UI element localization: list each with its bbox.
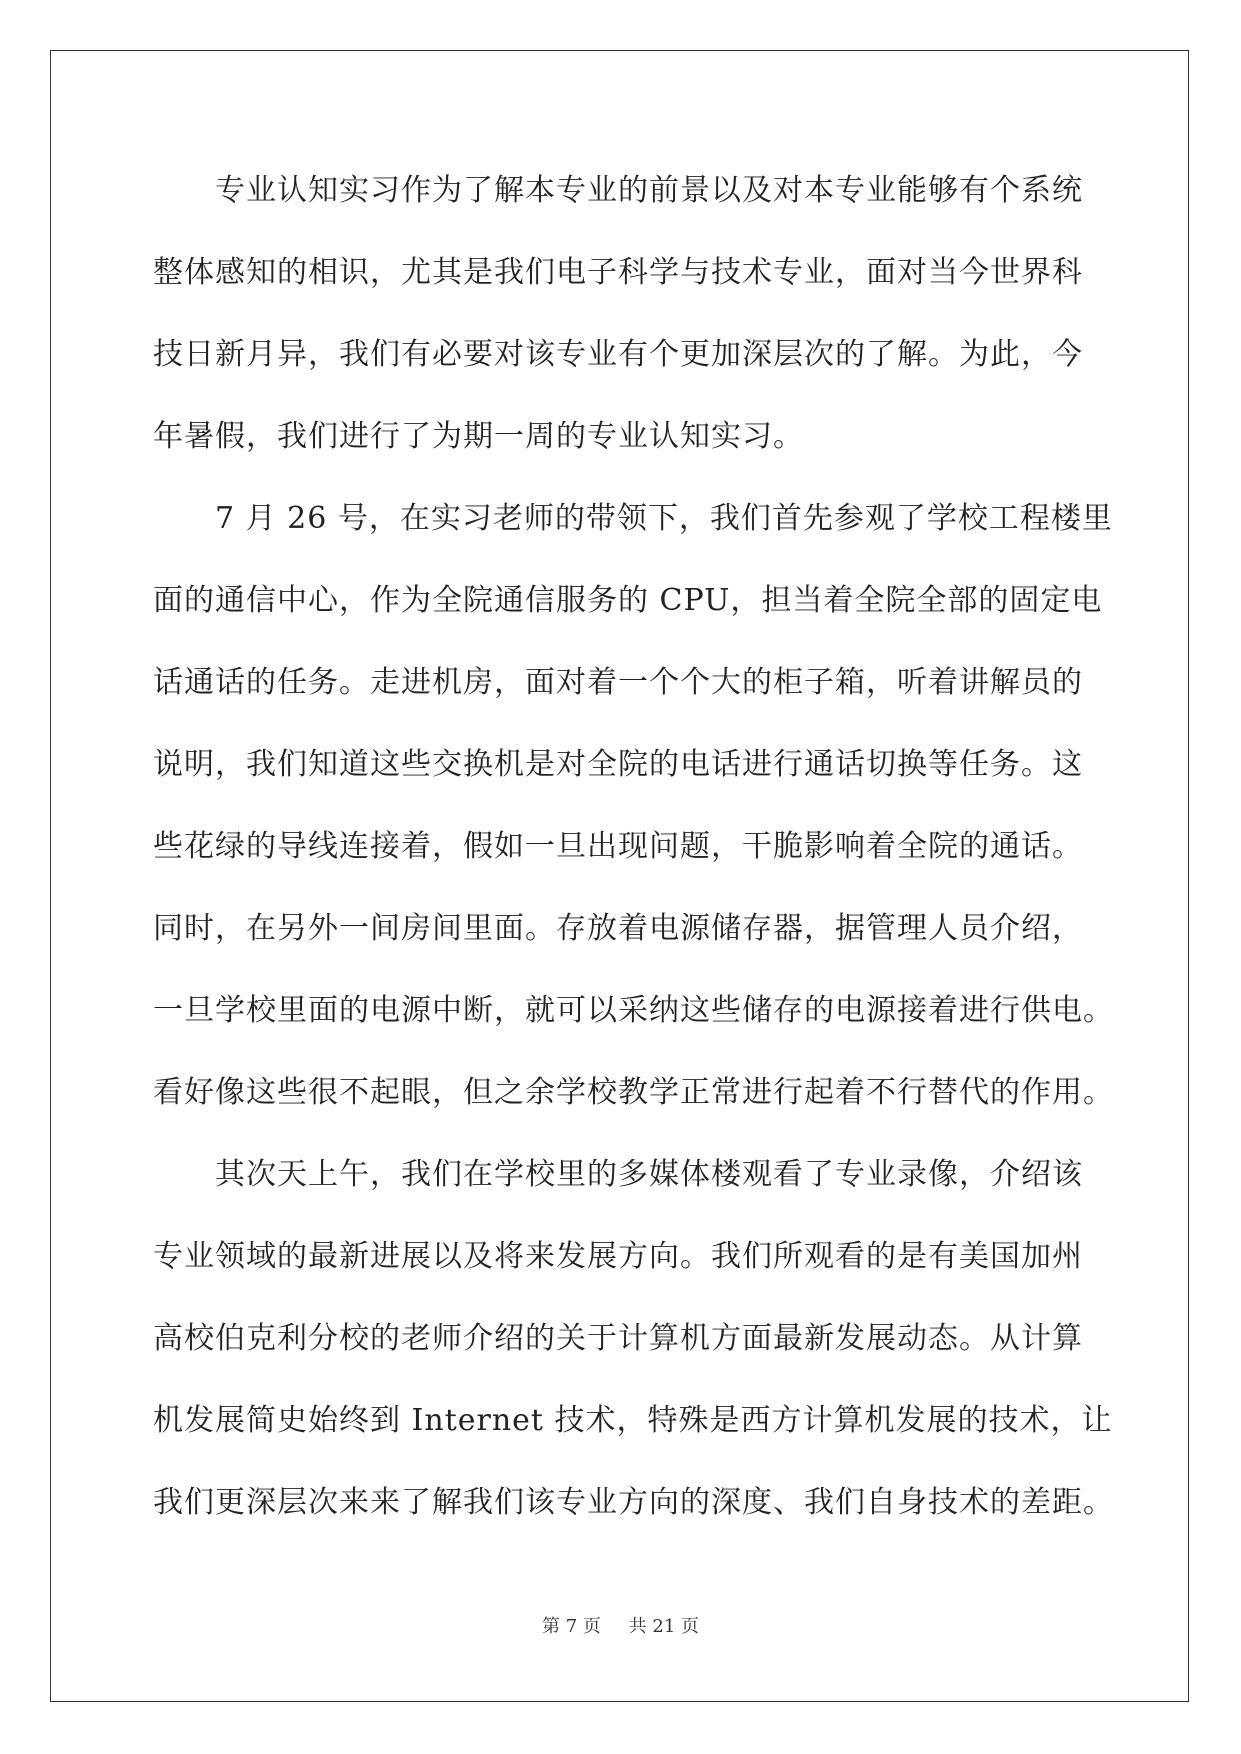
document-body (153, 150, 1114, 1544)
text-line: 话通话的任务。走进机房，面对着一个个大的柜子箱，听着讲解员的 (153, 665, 1083, 700)
text-line: 年暑假，我们进行了为期一周的专业认知实习。 (153, 419, 804, 454)
paragraph (153, 150, 1093, 478)
text-line: 我们更深层次来来了解我们该专业方向的深度、我们自身技术的差距。 (153, 1485, 1114, 1520)
text-line: 面的通信中心，作为全院通信服务的 CPU，担当着全院全部的固定电 (153, 583, 1103, 618)
text-line: 说明，我们知道这些交换机是对全院的电话进行通话切换等任务。这 (153, 747, 1083, 782)
text-line: 些花绿的导线连接着，假如一旦出现问题，干脆影响着全院的通话。 (153, 829, 1083, 864)
text-line: 看好像这些很不起眼，但之余学校教学正常进行起着不行替代的作用。 (153, 1075, 1114, 1110)
text-line: 专业领域的最新进展以及将来发展方向。我们所观看的是有美国加州 (153, 1239, 1083, 1274)
page-footer (0, 1612, 1241, 1638)
text-line: 一旦学校里面的电源中断，就可以采纳这些储存的电源接着进行供电。 (153, 993, 1114, 1028)
text-line: 同时，在另外一间房间里面。存放着电源储存器，据管理人员介绍， (153, 911, 1083, 946)
paragraph (153, 478, 1114, 1134)
text-line: 机发展简史始终到 Internet 技术，特殊是西方计算机发展的技术，让 (153, 1403, 1113, 1438)
text-line: 高校伯克利分校的老师介绍的关于计算机方面最新发展动态。从计算 (153, 1321, 1083, 1356)
text-line: 技日新月异，我们有必要对该专业有个更加深层次的了解。为此，今 (153, 337, 1083, 372)
text-line: 整体感知的相识，尤其是我们电子科学与技术专业，面对当今世界科 (153, 255, 1083, 290)
paragraph (153, 1134, 1114, 1544)
page-number: 第 7 页 (542, 1616, 601, 1637)
text-line: 其次天上午，我们在学校里的多媒体楼观看了专业录像，介绍该 (215, 1157, 1083, 1192)
text-line: 专业认知实习作为了解本专业的前景以及对本专业能够有个系统 (215, 173, 1083, 208)
page-total: 共 21 页 (628, 1616, 699, 1637)
text-line: 7 月 26 号，在实习老师的带领下，我们首先参观了学校工程楼里 (215, 501, 1113, 536)
